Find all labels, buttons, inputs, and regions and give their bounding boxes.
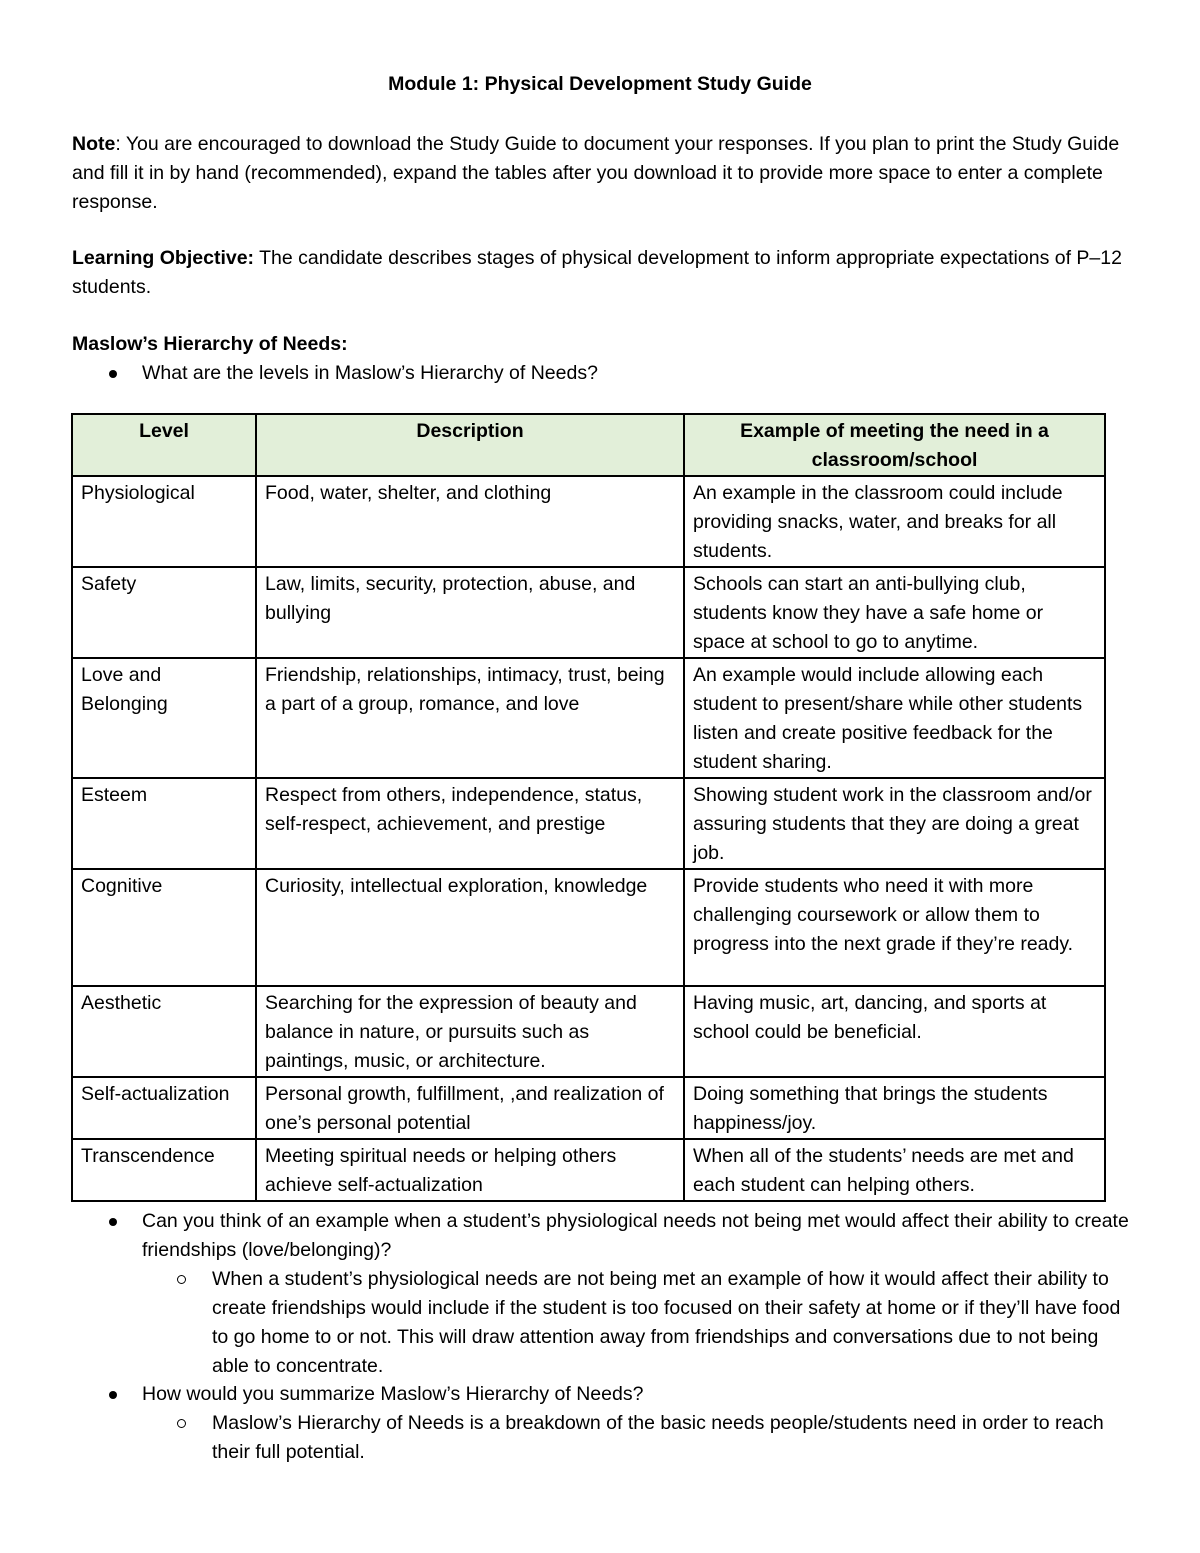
section-heading: Maslow’s Hierarchy of Needs: <box>72 333 348 355</box>
table-row <box>72 567 1105 658</box>
note-label: Note <box>72 133 116 155</box>
objective-text: The candidate describes stages of physical development to inform appropriate expectations of P–12 students. <box>72 247 1122 298</box>
maslow-table <box>71 413 1106 1202</box>
table-row <box>72 778 1105 869</box>
cell-example: Having music, art, dancing, and sports at school could be beneficial. <box>684 986 1105 1077</box>
hollow-bullet-icon <box>177 1275 186 1284</box>
question-3: How would you summarize Maslow’s Hierarchy of Needs? <box>142 1383 644 1405</box>
table-row <box>72 658 1105 778</box>
answer-3: Maslow’s Hierarchy of Needs is a breakdown of the basic needs people/students need in order to reach their full potential. <box>212 1412 1104 1463</box>
cell-level: Aesthetic <box>72 986 256 1077</box>
objective-label: Learning Objective: <box>72 247 255 269</box>
answer-2: When a student’s physiological needs are not being met an example of how it would affect their ability to create friendships would include if the student is too focused on their safety at home or if they’ll have food to go home to or not. This will draw attention away from friendships and conversations due to not being able to concentrate. <box>212 1268 1121 1377</box>
cell-description: Curiosity, intellectual exploration, knowledge <box>256 869 684 986</box>
cell-description: Friendship, relationships, intimacy, trust, being a part of a group, romance, and love <box>256 658 684 778</box>
cell-example: Showing student work in the classroom and/or assuring students that they are doing a great job. <box>684 778 1105 869</box>
bullet-icon <box>109 370 117 378</box>
cell-level: Self-actualization <box>72 1077 256 1139</box>
header-example: Example of meeting the need in a classroom/school <box>684 414 1105 476</box>
note-text: : You are encouraged to download the Study Guide to document your responses. If you plan to print the Study Guide and fill it in by hand (recommended), expand the tables after you download it to provide more space to enter a complete response. <box>72 133 1120 213</box>
table-header-row <box>72 414 1105 476</box>
bullet-icon <box>109 1218 117 1226</box>
table-row <box>72 986 1105 1077</box>
table-row <box>72 1139 1105 1201</box>
table-row <box>72 869 1105 986</box>
cell-example: An example would include allowing each student to present/share while other students listen and create positive feedback for the student sharing. <box>684 658 1105 778</box>
cell-level: Esteem <box>72 778 256 869</box>
cell-description: Law, limits, security, protection, abuse, and bullying <box>256 567 684 658</box>
note-paragraph <box>72 130 1132 217</box>
question-2: Can you think of an example when a student’s physiological needs not being met would affect their ability to create friendships (love/belonging)? <box>142 1210 1129 1261</box>
cell-example: Doing something that brings the students happiness/joy. <box>684 1077 1105 1139</box>
table-row <box>72 476 1105 567</box>
cell-level: Transcendence <box>72 1139 256 1201</box>
bullet-icon <box>109 1391 117 1399</box>
cell-description: Searching for the expression of beauty and balance in nature, or pursuits such as paintings, music, or architecture. <box>256 986 684 1077</box>
hollow-bullet-icon <box>177 1419 186 1428</box>
header-level: Level <box>72 414 256 476</box>
cell-example: Provide students who need it with more challenging coursework or allow them to progress into the next grade if they’re ready. <box>684 869 1105 986</box>
cell-description: Meeting spiritual needs or helping others achieve self-actualization <box>256 1139 684 1201</box>
table-row <box>72 1077 1105 1139</box>
page-title: Module 1: Physical Development Study Guide <box>388 73 812 95</box>
question-1: What are the levels in Maslow’s Hierarchy of Needs? <box>142 362 598 384</box>
cell-level: Safety <box>72 567 256 658</box>
learning-objective <box>72 244 1132 302</box>
cell-description: Food, water, shelter, and clothing <box>256 476 684 567</box>
cell-level: Love and Belonging <box>72 658 256 778</box>
cell-description: Respect from others, independence, status, self-respect, achievement, and prestige <box>256 778 684 869</box>
cell-level: Cognitive <box>72 869 256 986</box>
cell-description: Personal growth, fulfillment, ,and realization of one’s personal potential <box>256 1077 684 1139</box>
cell-example: An example in the classroom could include providing snacks, water, and breaks for all students. <box>684 476 1105 567</box>
cell-level: Physiological <box>72 476 256 567</box>
cell-example: Schools can start an anti-bullying club, students know they have a safe home or space at school to go to anytime. <box>684 567 1105 658</box>
header-description: Description <box>256 414 684 476</box>
cell-example: When all of the students’ needs are met and each student can helping others. <box>684 1139 1105 1201</box>
